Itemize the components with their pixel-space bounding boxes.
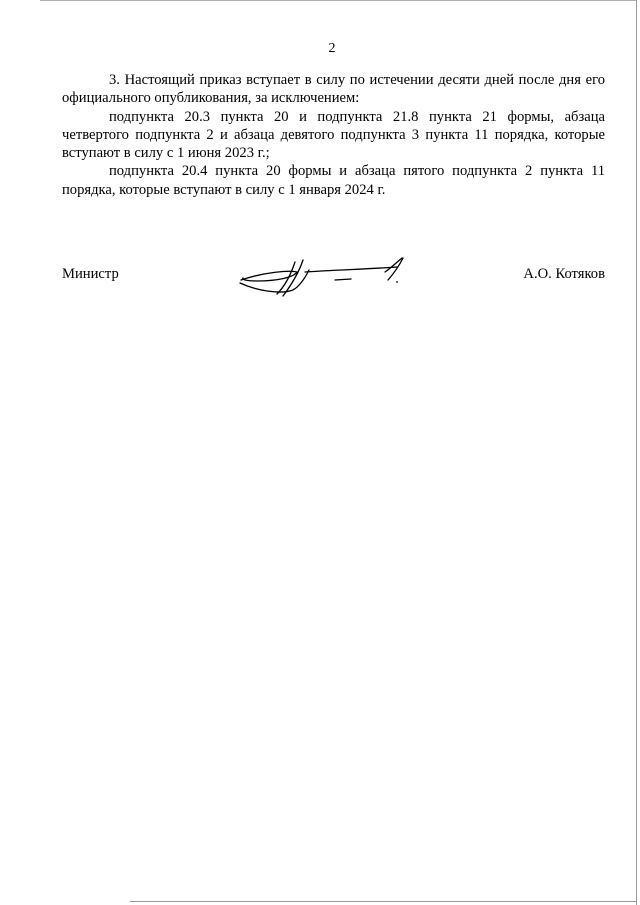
- signatory-title: Министр: [62, 266, 119, 282]
- signatory-name: А.О. Котяков: [523, 266, 605, 282]
- paragraph-exception-january-2024: подпункта 20.4 пункта 20 формы и абзаца пятого подпункта 2 пункта 11 порядка, которые вступают в силу с 1 января 2024 г.: [62, 163, 605, 198]
- paragraph-exception-june-2023: подпункта 20.3 пункта 20 и подпункта 21.8 пункта 21 формы, абзаца четвертого подпункта 2 и абзаца девятого подпункта 3 пункта 11 порядка, которые вступают в силу с 1 июня 2023 г.;: [62, 108, 605, 162]
- handwritten-signature-icon: [235, 250, 415, 300]
- page-edge-right: [636, 0, 637, 905]
- page-edge-top: [40, 0, 636, 1]
- page-number: 2: [328, 41, 336, 56]
- page-edge-bottom: [130, 901, 636, 902]
- document-body: [62, 71, 605, 199]
- paragraph-entry-into-force: 3. Настоящий приказ вступает в силу по истечении десяти дней после дня его официального опубликования, за исключением:: [62, 72, 605, 107]
